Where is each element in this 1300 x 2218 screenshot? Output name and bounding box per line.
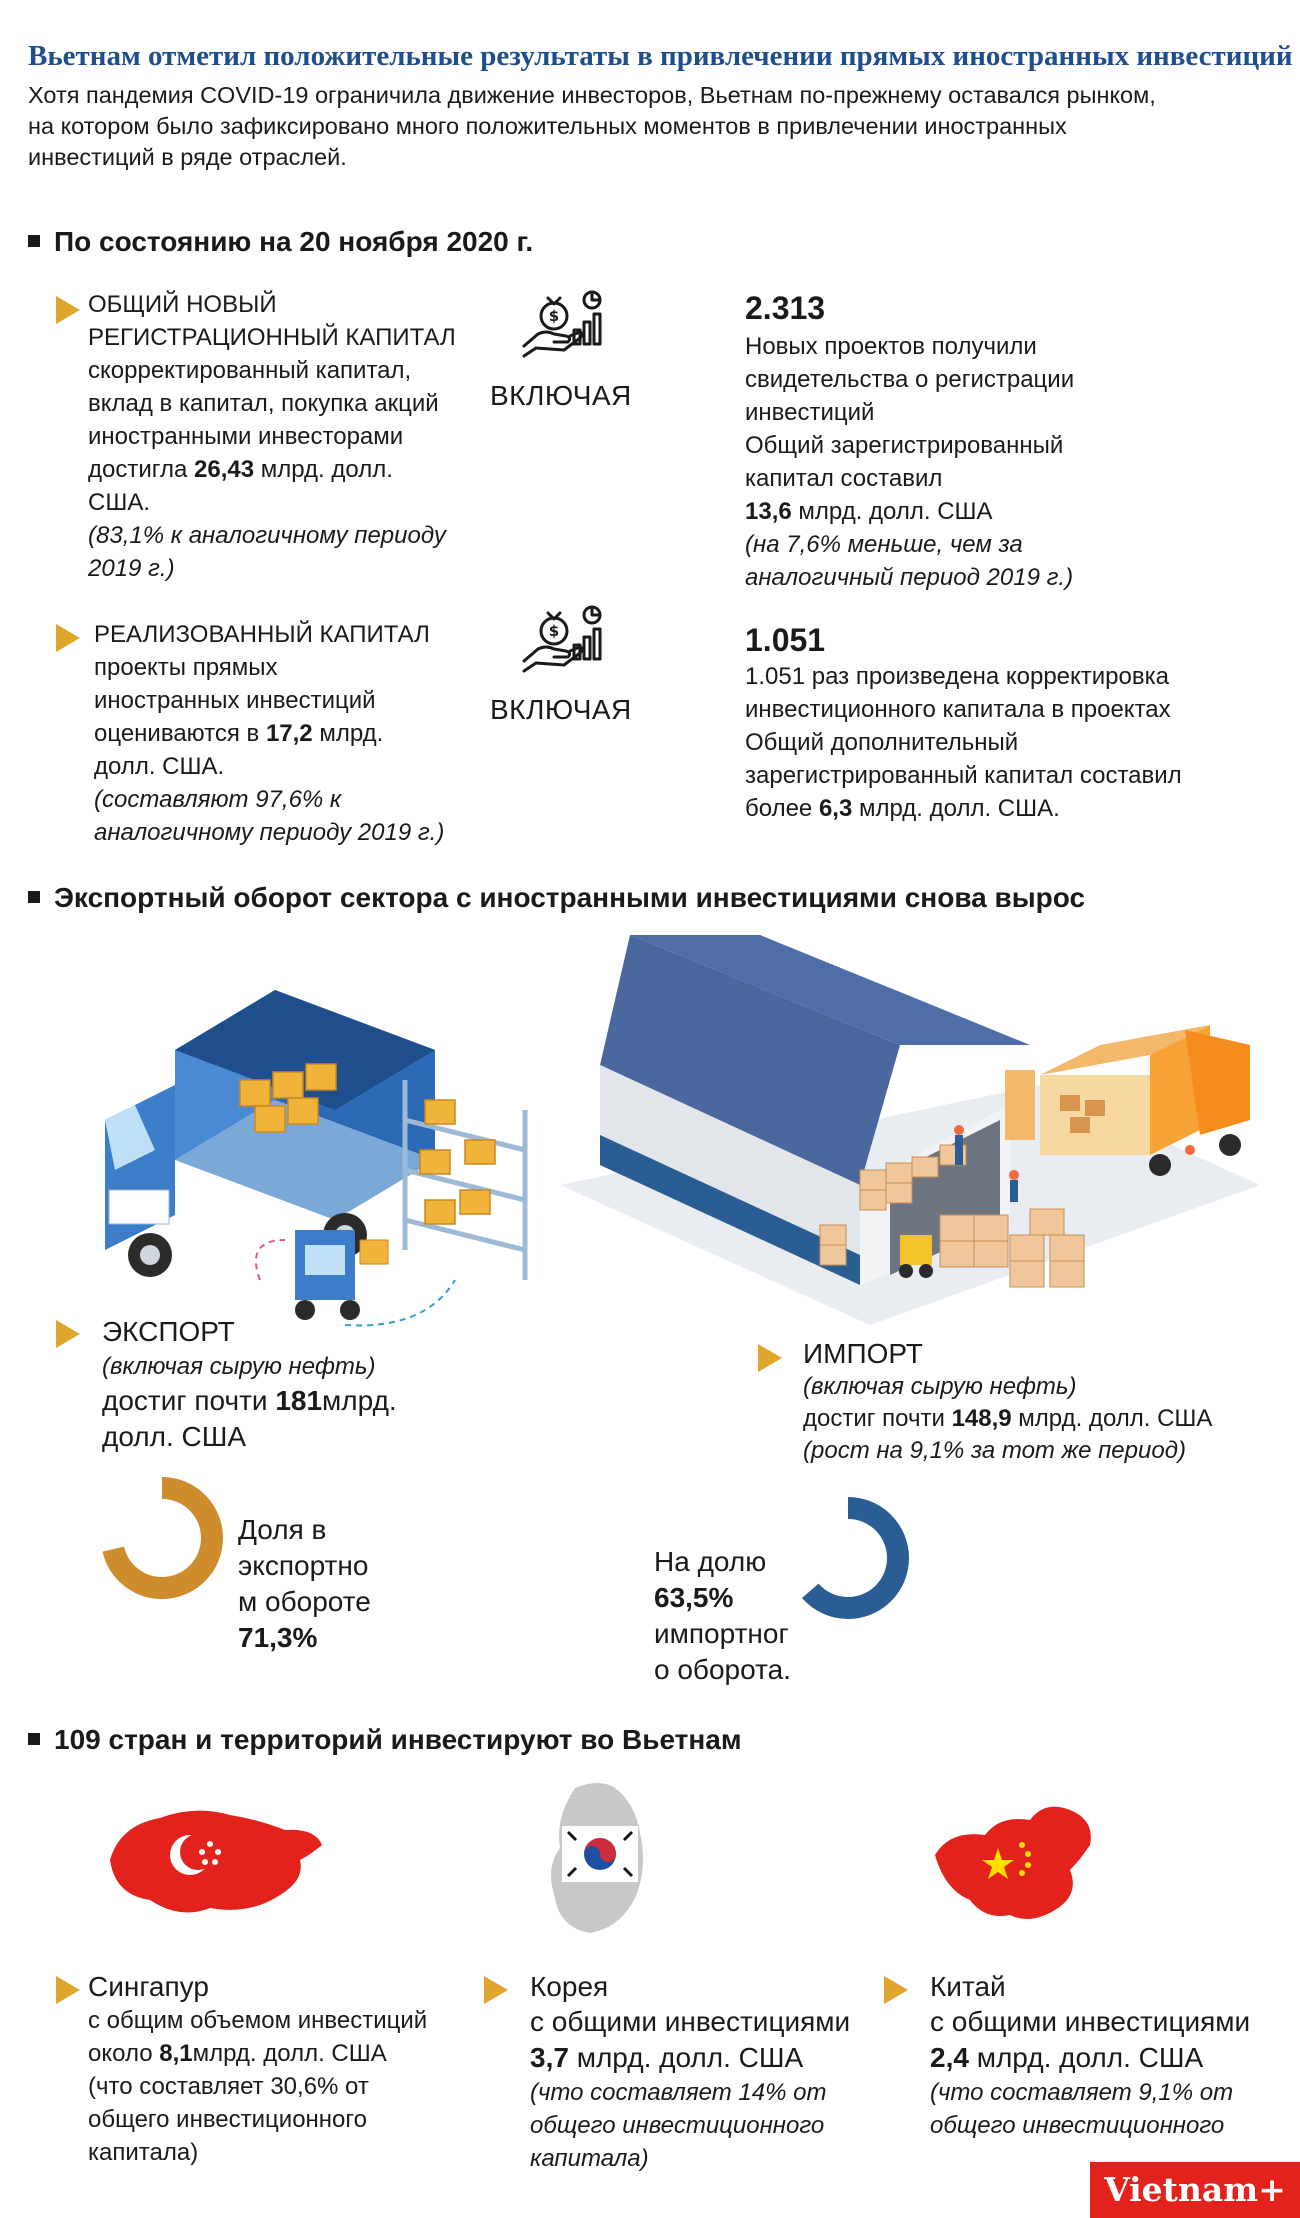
export-share-donut [100, 1476, 224, 1600]
square-bullet-icon [28, 891, 40, 903]
intro-text: Хотя пандемия COVID-19 ограничила движение инвесторов, Вьетнам по-прежнему оставался рынком, на котором было зафиксировано много положительных моментов в привлечении иностранных инвестиций в ряде отраслей. [28, 82, 1156, 170]
export-block: ЭКСПОРТ (включая сырую нефть) достиг почти 181млрд. долл. США [102, 1316, 397, 1452]
square-bullet-icon [28, 1733, 40, 1745]
page-title: Вьетнам отметил положительные результаты в привлечении прямых иностранных инвестиций [28, 40, 1293, 72]
truck-warehouse-illustration [95, 990, 535, 1340]
china-block: Китай с общими инвестициями 2,4 млрд. долл. США (что составляет 9,1% от общего инвестиционного [930, 1971, 1251, 2139]
vietnamplus-logo: Vietnam+ [1090, 2162, 1300, 2218]
new-capital-block: ОБЩИЙ НОВЫЙ РЕГИСТРАЦИОННЫЙ КАПИТАЛ скорректированный капитал, вклад в капитал, покупка акций иностранными инвесторами достигла 26,43 млрд. долл. США. (83,1% к аналогичному периоду 2019 г.) [88, 291, 456, 582]
square-bullet-icon [28, 235, 40, 247]
import-share-text: На долю 63,5% импортног о оборота. [654, 1546, 791, 1685]
section-heading-2: Экспортный оборот сектора с иностранными инвестициями снова вырос [28, 882, 1085, 914]
projects-block: Новых проектов получили свидетельства о регистрации инвестиций Общий зарегистрированный капитал составил 13,6 млрд. долл. США (на 7,6% меньше, чем за аналогичный период 2019 г.) [745, 333, 1075, 591]
triangle-icon [56, 296, 80, 324]
singapore-block: Сингапур с общим объемом инвестиций около 8,1млрд. долл. США (что составляет 30,6% от общего инвестиционного капитала) [88, 1971, 428, 2166]
korea-block: Корея с общими инвестициями 3,7 млрд. долл. США (что составляет 14% от общего инвестиционного капитала) [530, 1971, 851, 2172]
section-heading-3: 109 стран и территорий инвестируют во Вьетнам [28, 1724, 742, 1756]
triangle-icon [758, 1344, 782, 1372]
section-heading-1: По состоянию на 20 ноября 2020 г. [28, 226, 533, 258]
korea-map [540, 1778, 660, 1938]
warehouse-illustration [560, 935, 1260, 1325]
adjustments-count: 1.051 [745, 622, 826, 658]
import-block: ИМПОРТ (включая сырую нефть) достиг почти 148,9 млрд. долл. США (рост на 9,1% за тот же период) [803, 1338, 1213, 1464]
triangle-icon [56, 1320, 80, 1348]
svg-text:$: $ [548, 307, 560, 325]
realized-capital-block: РЕАЛИЗОВАННЫЙ КАПИТАЛ проекты прямых иностранных инвестиций оцениваются в 17,2 млрд. долл. США. (составляют 97,6% к аналогичному периоду 2019 г.) [94, 621, 445, 846]
money-hand-chart-icon [520, 605, 610, 675]
projects-count: 2.313 [745, 290, 826, 326]
including-label: ВКЛЮЧАЯ [490, 694, 632, 725]
singapore-map [100, 1800, 330, 1930]
export-share-text: Доля в экспортно м обороте 71,3% [238, 1514, 371, 1653]
triangle-icon [484, 1976, 508, 2004]
adjustments-block: 1.051 раз произведена корректировка инвестиционного капитала в проектах Общий дополнительный зарегистрированный капитал составил более 6,3 млрд. долл. США. [745, 663, 1182, 822]
triangle-icon [56, 1976, 80, 2004]
triangle-icon [56, 624, 80, 652]
china-map [930, 1800, 1100, 1930]
import-share-donut [786, 1496, 910, 1620]
svg-text:$: $ [548, 622, 560, 640]
including-label: ВКЛЮЧАЯ [490, 380, 632, 411]
money-hand-chart-icon [520, 290, 610, 360]
triangle-icon [884, 1976, 908, 2004]
